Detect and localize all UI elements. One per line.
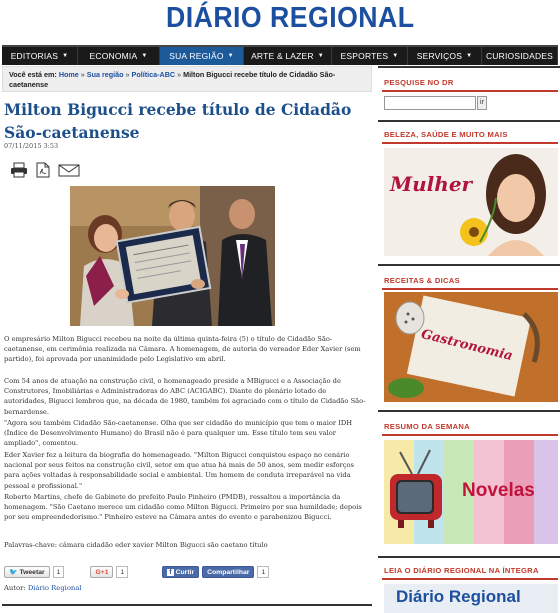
gplus-label: G+1 <box>95 568 109 576</box>
sidebar-read-heading: LEIA O DIÁRIO REGIONAL NA ÍNTEGRA <box>382 566 558 580</box>
share-bar <box>4 566 269 578</box>
main-nav <box>2 45 558 65</box>
sidebar-divider <box>378 556 560 558</box>
facebook-count: 1 <box>257 566 269 578</box>
nav-item-arte-lazer[interactable] <box>244 47 332 65</box>
nav-item-label: SUA REGIÃO <box>169 51 224 61</box>
nav-item-label: ARTE & LAZER <box>251 51 314 61</box>
keywords-links[interactable]: câmara cidadão eder xavier Milton Bigucci são caetano título <box>59 541 268 549</box>
article-paragraph: Com 54 anos de atuação na construção civil, o homenageado preside a MBigucci e a Associação de Construtores, Imobiliárias e Administradoras do ABC (ACIGABC). Diante do plenário lotado de autoridades, Bigucci lembrou que, na década de 1980, também foi agraciado com o título de Cidadão São-bernardense. <box>4 377 366 416</box>
tweet-count: 1 <box>53 566 65 578</box>
sidebar-recipes-heading: RECEITAS & DICAS <box>382 276 558 290</box>
sidebar-divider <box>378 120 560 122</box>
nav-item-editorias[interactable] <box>2 47 78 65</box>
nav-item-economia[interactable] <box>78 47 160 65</box>
nav-item-serviços[interactable] <box>408 47 482 65</box>
article-paragraph: Eder Xavier fez a leitura da biografia do homenageado. "Milton Bigucci conquistou espaço no cenário nacional por seus feitos na construção civil, setor em que atua há mais de 50 anos, sem medir esforços para ações voltadas à responsabilidade social e ambiental. Um homem de conduta irreparável na vida pessoal e profissional." <box>4 451 354 490</box>
nav-item-label: CURIOSIDADES <box>485 51 554 61</box>
search-input[interactable] <box>384 96 476 110</box>
chevron-down-icon: ▼ <box>62 53 69 59</box>
facebook-share-button[interactable] <box>202 566 254 578</box>
sidebar-divider <box>378 264 560 266</box>
nav-item-sua-região[interactable] <box>160 47 244 65</box>
sidebar-search-heading: PESQUISE NO DR <box>382 78 558 92</box>
newspaper-banner[interactable] <box>384 584 558 613</box>
article-tools <box>10 162 80 178</box>
chevron-down-icon: ▼ <box>392 53 399 59</box>
week-banner[interactable] <box>384 440 558 544</box>
sidebar-divider <box>378 66 560 68</box>
chevron-down-icon: ▼ <box>466 53 473 59</box>
week-label: Novelas <box>462 480 535 501</box>
breadcrumb-prefix: Você está em: <box>9 70 57 79</box>
nav-item-curiosidades[interactable] <box>482 47 558 65</box>
nav-item-label: EDITORIAS <box>10 51 59 61</box>
article-headline: Milton Bigucci recebe título de Cidadão São-caetanense <box>4 100 352 142</box>
article-author <box>4 584 82 592</box>
nav-item-esportes[interactable] <box>332 47 408 65</box>
tweet-button[interactable] <box>4 566 50 578</box>
search-button[interactable]: ir <box>477 96 487 110</box>
chevron-down-icon: ▼ <box>227 53 234 59</box>
newspaper-logo: Diário Regional <box>396 587 521 606</box>
beauty-banner[interactable] <box>384 148 558 256</box>
sidebar-week-heading: RESUMO DA SEMANA <box>382 422 558 436</box>
facebook-icon: f <box>169 568 172 576</box>
sidebar-beauty-heading: BELEZA, SAÚDE E MUITO MAIS <box>382 130 558 144</box>
author-label: Autor: <box>4 584 26 592</box>
facebook-like-button[interactable] <box>162 566 199 578</box>
facebook-like-label: Curtir <box>175 568 195 576</box>
author-link[interactable]: Diário Regional <box>27 584 82 592</box>
site-logo[interactable]: DIÁRIO REGIONAL <box>166 2 415 34</box>
print-icon[interactable] <box>10 162 28 178</box>
article-paragraph: Roberto Martins, chefe de Gabinete do prefeito Paulo Pinheiro (PMDB), ressaltou a importância da homenagem. "São Caetano merece um cidadão como Milton Bigucci. Primeiro por sua humildade; depois por seu empreendedorismo." Pinheiro esteve na Câmara antes do evento e parabenizou Bigucci. <box>4 493 362 522</box>
breadcrumb-sep: » <box>80 70 85 79</box>
nav-item-label: ECONOMIA <box>89 51 138 61</box>
article-date: 07/11/2015 3:53 <box>4 142 59 150</box>
divider <box>2 604 372 606</box>
beauty-banner-art <box>384 148 558 256</box>
breadcrumb-sep: » <box>125 70 130 79</box>
nav-item-label: SERVIÇOS <box>416 51 463 61</box>
breadcrumb-region[interactable]: Sua região <box>86 70 124 79</box>
breadcrumb-home[interactable]: Home <box>58 70 79 79</box>
keywords-label: Palavras-chave: <box>4 541 57 549</box>
gplus-count: 1 <box>116 566 128 578</box>
breadcrumb-sep: » <box>177 70 182 79</box>
sidebar-divider <box>378 410 560 412</box>
article-photo <box>70 186 275 326</box>
breadcrumb-current: Milton Bigucci recebe título de Cidadão São-caetanense <box>9 70 336 89</box>
article-paragraph: "Agora sou também Cidadão São-caetanense. Olha que ser cidadão do município que tem o maior IDH (Índice de Desenvolvimento Humano) do Brasil não é para qualquer um. Esse título tem seu valor ampliado", comentou. <box>4 419 353 448</box>
article-keywords <box>4 540 368 550</box>
pdf-icon[interactable] <box>34 162 52 178</box>
recipes-banner[interactable] <box>384 292 558 402</box>
chevron-down-icon: ▼ <box>317 53 324 59</box>
facebook-share-label: Compartilhar <box>207 568 250 576</box>
tweet-label: Tweetar <box>19 568 45 576</box>
gplus-button[interactable] <box>90 566 113 578</box>
breadcrumb-section[interactable]: Política-ABC <box>131 70 176 79</box>
beauty-label: Mulher <box>390 172 473 196</box>
twitter-icon: 🐦 <box>9 569 18 576</box>
article-paragraph: O empresário Milton Bigucci recebeu na noite da última quinta-feira (5) o título de Cidadão São-caetanense, em cerimônia realizada na Câmara. A homenagem, de autoria do vereador Eder Xavier (sem partido), foi aprovada por unanimidade pelo Legislativo em abril. <box>4 335 361 364</box>
breadcrumb <box>2 66 372 92</box>
email-icon[interactable] <box>58 162 80 178</box>
chevron-down-icon: ▼ <box>141 53 148 59</box>
masthead <box>0 0 560 44</box>
recipes-label: Gastronomia <box>419 326 515 365</box>
nav-item-label: ESPORTES <box>340 51 389 61</box>
ceremony-photo-illustration <box>70 186 275 326</box>
